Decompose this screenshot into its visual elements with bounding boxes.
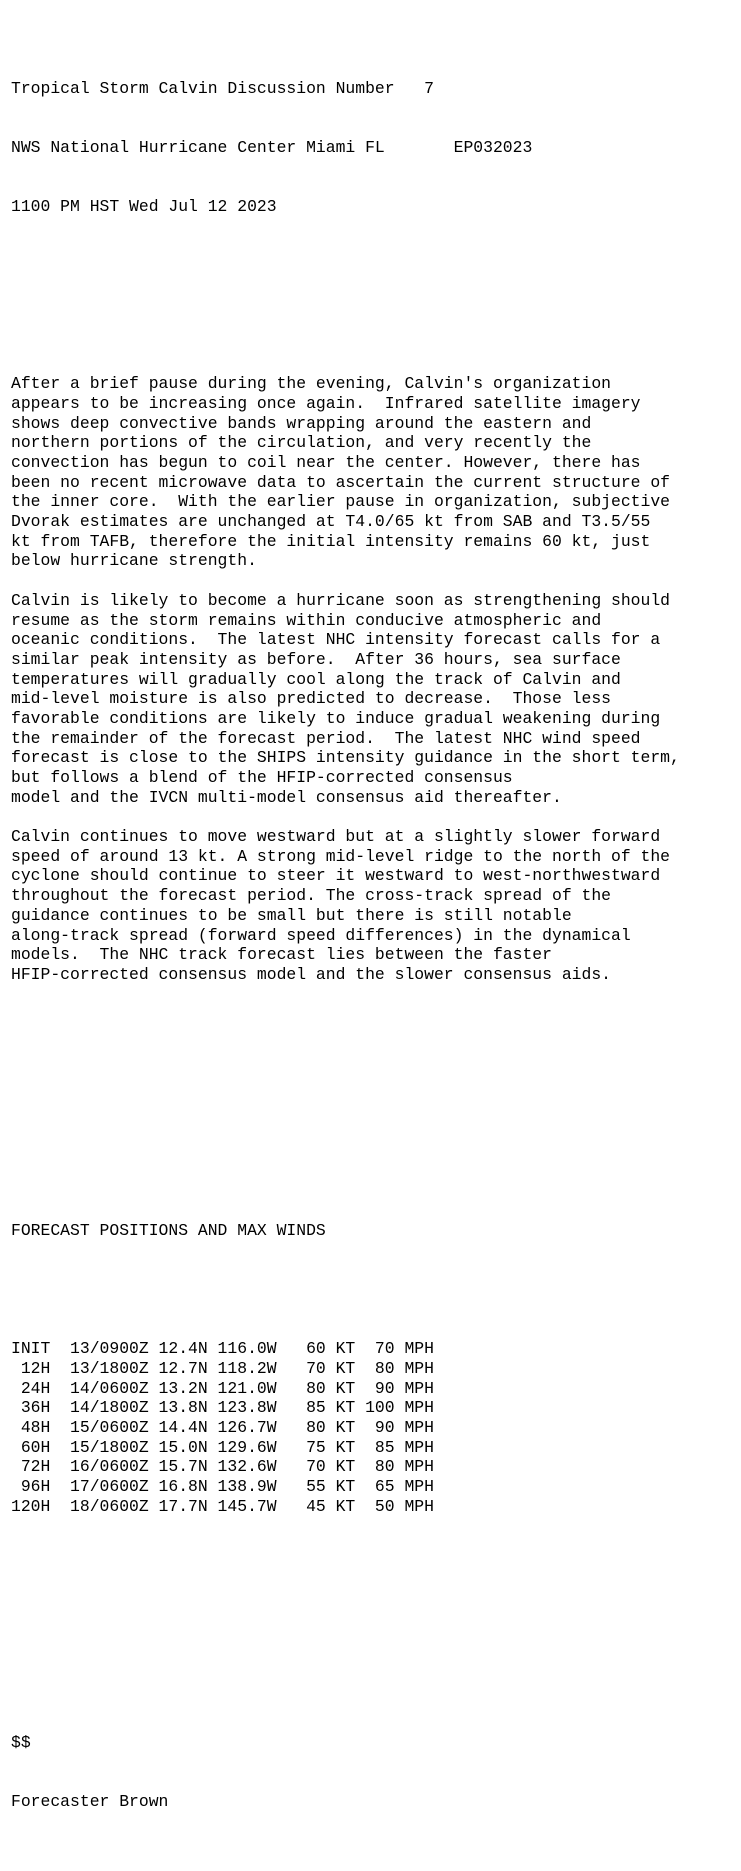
paragraph-line: resume as the storm remains within conducive atmospheric and [11, 610, 602, 630]
product-terminator: $$ [11, 1733, 31, 1753]
paragraph-line: shows deep convective bands wrapping around the eastern and [11, 413, 592, 433]
paragraph-line: similar peak intensity as before. After 36 hours, sea surface [11, 649, 621, 669]
paragraph-line: the remainder of the forecast period. The latest NHC wind speed [11, 728, 641, 748]
discussion-paragraph [11, 374, 680, 571]
discussion-paragraph [11, 591, 680, 808]
paragraph-line: speed of around 13 kt. A strong mid-level ridge to the north of the [11, 846, 671, 866]
paragraph-line: throughout the forecast period. The cross-track spread of the [11, 886, 611, 906]
spacer [11, 296, 680, 316]
forecast-row: 96H 17/0600Z 16.8N 138.9W 55 KT 65 MPH [11, 1477, 434, 1497]
discussion-paragraph [11, 827, 680, 985]
forecast-row: INIT 13/0900Z 12.4N 116.0W 60 KT 70 MPH [11, 1339, 434, 1359]
paragraph-line: the inner core. With the earlier pause in organization, subjective [11, 492, 671, 512]
paragraph-line: guidance continues to be small but there is still notable [11, 905, 572, 925]
paragraph-line: Dvorak estimates are unchanged at T4.0/65 kt from SAB and T3.5/55 [11, 512, 651, 532]
forecast-row: 48H 15/0600Z 14.4N 126.7W 80 KT 90 MPH [11, 1417, 434, 1437]
forecast-row: 72H 16/0600Z 15.7N 132.6W 70 KT 80 MPH [11, 1457, 434, 1477]
document-header [11, 39, 680, 256]
paragraph-line: appears to be increasing once again. Infrared satellite imagery [11, 393, 641, 413]
spacer [11, 1615, 680, 1635]
paragraph-line: northern portions of the circulation, and very recently the [11, 433, 592, 453]
paragraph-line: convection has begun to coil near the center. However, there has [11, 453, 641, 473]
spacer [11, 1044, 680, 1064]
paragraph-line: models. The NHC track forecast lies between the faster [11, 945, 552, 965]
issuing-office: NWS National Hurricane Center Miami FL EP032023 [11, 137, 533, 157]
paragraph-line: been no recent microwave data to ascertain the current structure of [11, 472, 671, 492]
paragraph-line: Calvin is likely to become a hurricane soon as strengthening should [11, 590, 671, 610]
product-title: Tropical Storm Calvin Discussion Number 7 [11, 78, 434, 98]
discussion-document [11, 0, 680, 1871]
forecast-row: 60H 15/1800Z 15.0N 129.6W 75 KT 85 MPH [11, 1437, 434, 1457]
paragraph-spacer [11, 571, 680, 591]
paragraph-line: below hurricane strength. [11, 551, 257, 571]
paragraph-line: model and the IVCN multi-model consensus aid thereafter. [11, 787, 562, 807]
paragraph-line: HFIP-corrected consensus model and the slower consensus aids. [11, 964, 611, 984]
discussion-body [11, 374, 680, 984]
forecaster-name: Forecaster Brown [11, 1792, 169, 1812]
paragraph-line: cyclone should continue to steer it westward to west-northwestward [11, 866, 661, 886]
paragraph-spacer [11, 807, 680, 827]
forecast-row: 120H 18/0600Z 17.7N 145.7W 45 KT 50 MPH [11, 1496, 434, 1516]
paragraph-line: oceanic conditions. The latest NHC intensity forecast calls for a [11, 630, 661, 650]
forecast-table [11, 1339, 680, 1516]
document-footer [11, 1694, 680, 1852]
forecast-row: 36H 14/1800Z 13.8N 123.8W 85 KT 100 MPH [11, 1398, 434, 1418]
paragraph-line: favorable conditions are likely to induce gradual weakening during [11, 708, 661, 728]
paragraph-line: along-track spread (forward speed differences) in the dynamical [11, 925, 631, 945]
paragraph-line: forecast is close to the SHIPS intensity guidance in the short term, [11, 748, 680, 768]
forecast-section [11, 1182, 680, 1556]
spacer [11, 1280, 680, 1300]
forecast-heading: FORECAST POSITIONS AND MAX WINDS [11, 1221, 326, 1241]
paragraph-line: kt from TAFB, therefore the initial intensity remains 60 kt, just [11, 531, 651, 551]
forecast-row: 12H 13/1800Z 12.7N 118.2W 70 KT 80 MPH [11, 1358, 434, 1378]
paragraph-line: temperatures will gradually cool along the track of Calvin and [11, 669, 621, 689]
paragraph-line: After a brief pause during the evening, Calvin's organization [11, 374, 611, 394]
paragraph-line: mid-level moisture is also predicted to decrease. Those less [11, 689, 611, 709]
paragraph-line: but follows a blend of the HFIP-corrected consensus [11, 768, 513, 788]
issue-time: 1100 PM HST Wed Jul 12 2023 [11, 197, 277, 216]
forecast-row: 24H 14/0600Z 13.2N 121.0W 80 KT 90 MPH [11, 1378, 434, 1398]
spacer [11, 1103, 680, 1123]
paragraph-line: Calvin continues to move westward but at a slightly slower forward [11, 827, 661, 847]
